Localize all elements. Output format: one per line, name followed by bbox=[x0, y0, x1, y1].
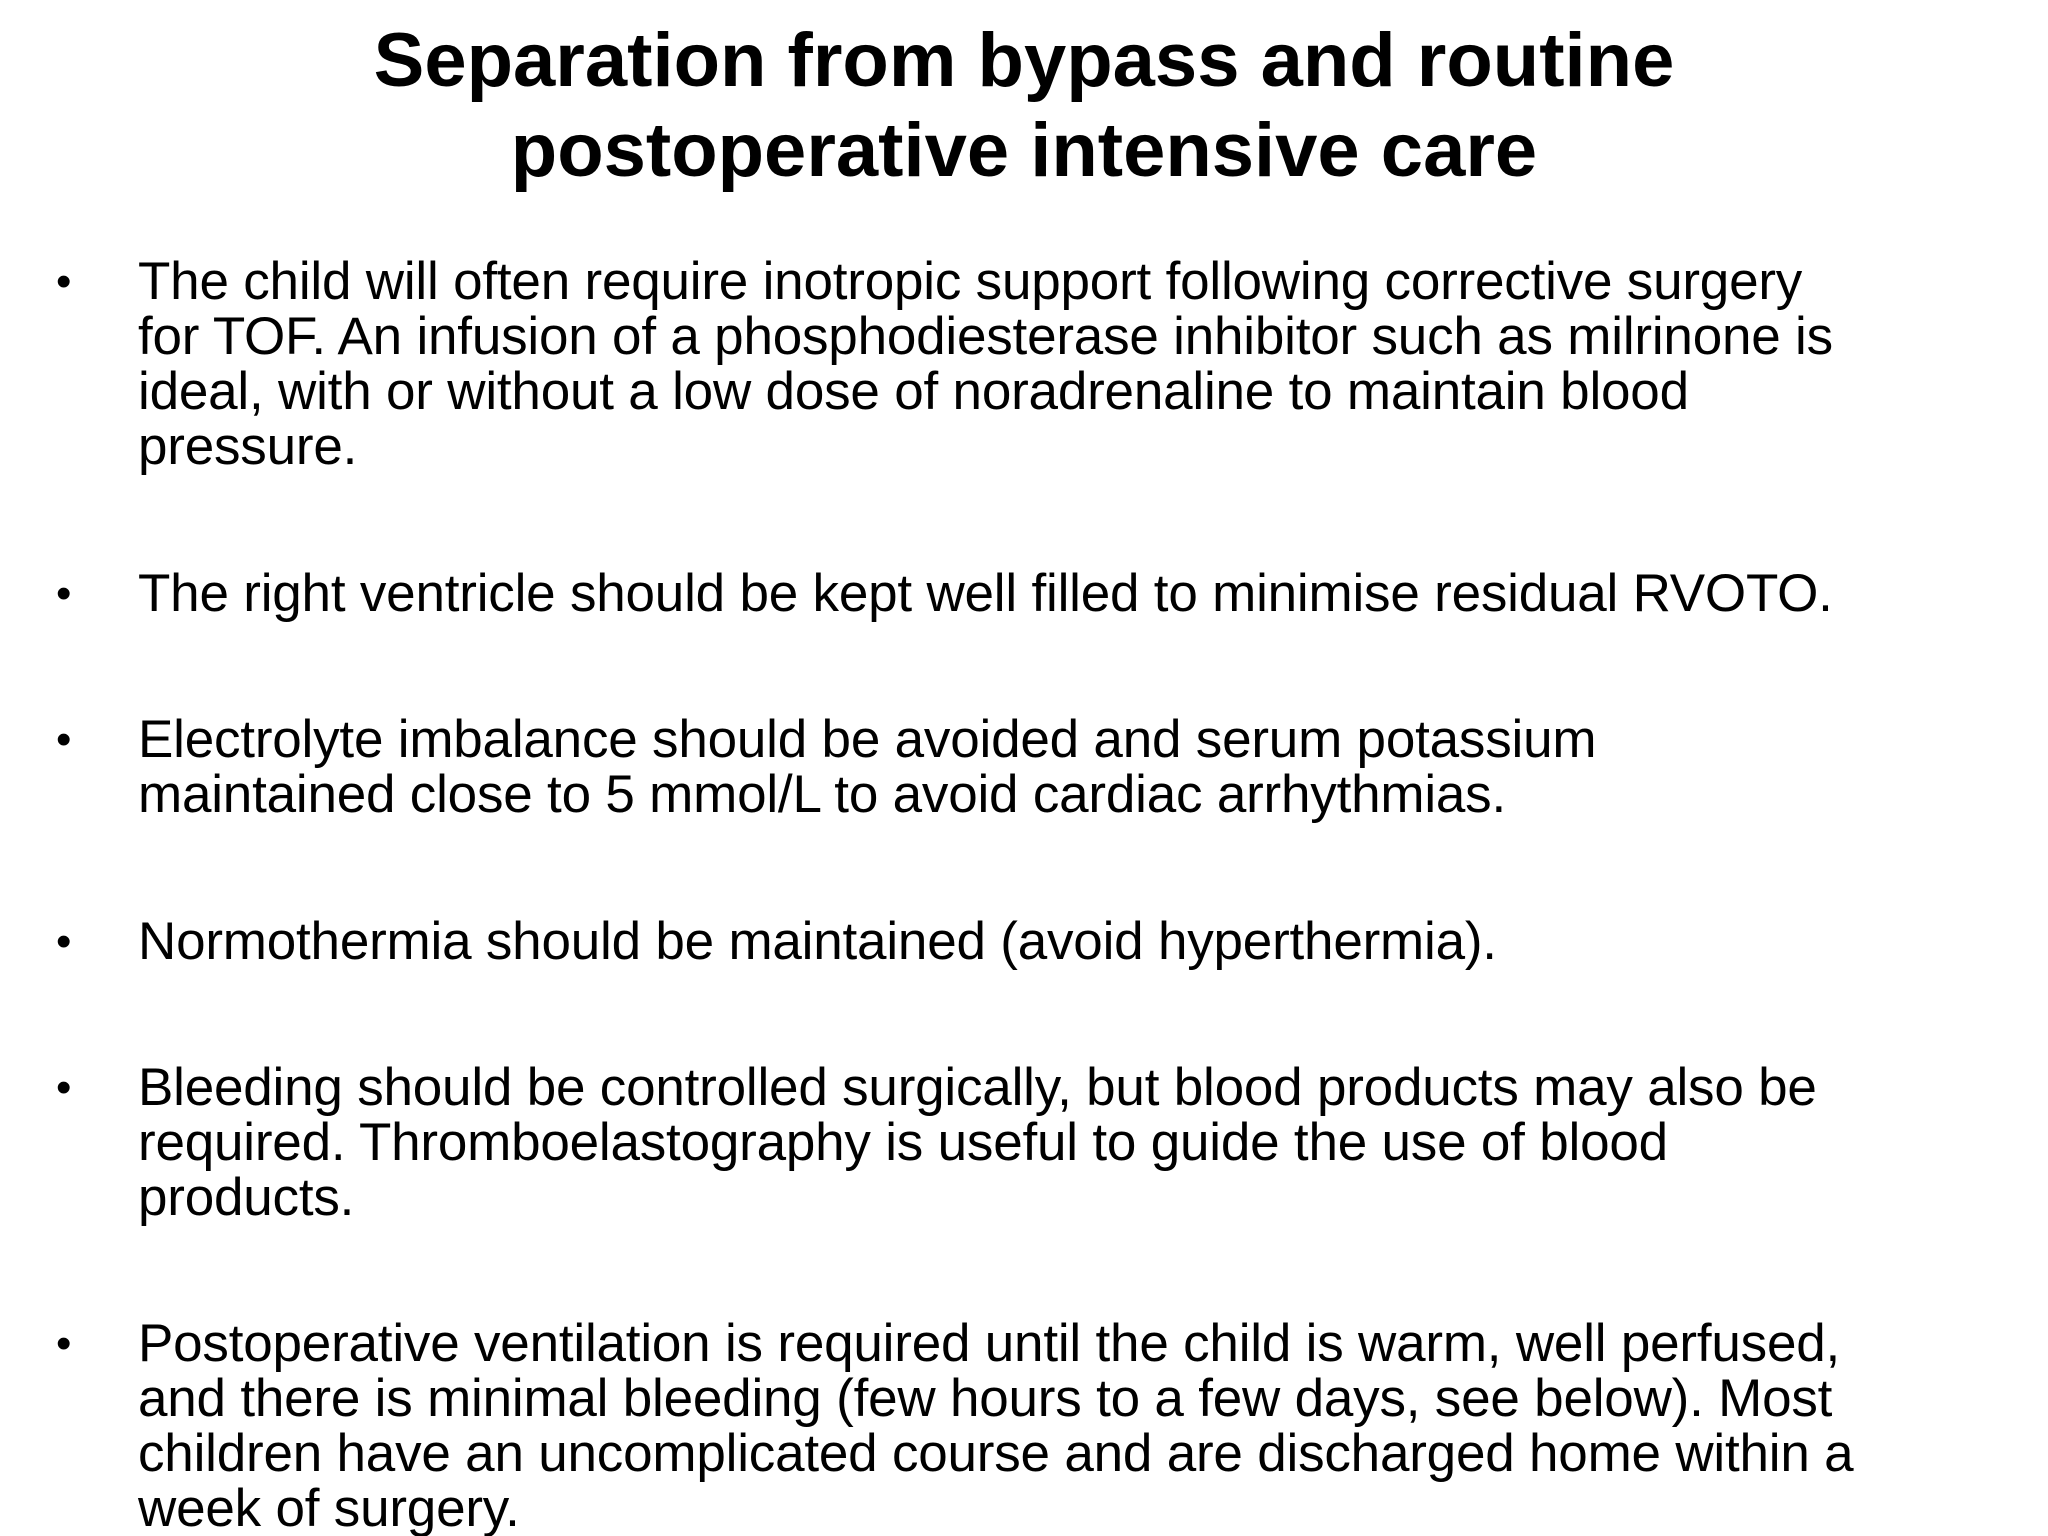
bullet-line: products. bbox=[138, 1168, 355, 1227]
bullet-line: The right ventricle should be kept well filled to minimise residual RVOTO. bbox=[138, 564, 1833, 623]
bullet-text bbox=[138, 566, 2018, 621]
bullet-marker: • bbox=[56, 917, 72, 966]
bullet-marker: • bbox=[56, 715, 72, 764]
title-line: Separation from bypass and routine bbox=[373, 18, 1675, 103]
bullet-marker: • bbox=[56, 1319, 72, 1368]
bullet-marker: • bbox=[56, 569, 72, 618]
bullet-text bbox=[138, 1060, 2018, 1225]
bullet-marker: • bbox=[56, 257, 72, 306]
bullet-marker: • bbox=[56, 1063, 72, 1112]
bullet-line: week of surgery. bbox=[138, 1479, 520, 1536]
bullet-line: Postoperative ventilation is required until the child is warm, well perfused, bbox=[138, 1314, 1841, 1373]
bullet-line: The child will often require inotropic support following corrective surgery bbox=[138, 252, 1803, 311]
bullet-text bbox=[138, 914, 2018, 969]
bullet-text bbox=[138, 1316, 2018, 1536]
bullet-line: required. Thromboelastography is useful to guide the use of blood bbox=[138, 1113, 1668, 1172]
bullet-line: ideal, with or without a low dose of noradrenaline to maintain blood bbox=[138, 362, 1689, 421]
title-line: postoperative intensive care bbox=[510, 108, 1538, 193]
bullet-line: and there is minimal bleeding (few hours to a few days, see below). Most bbox=[138, 1369, 1833, 1428]
bullet-line: children have an uncomplicated course and are discharged home within a bbox=[138, 1424, 1854, 1483]
bullet-text bbox=[138, 254, 2018, 474]
bullet-line: for TOF. An infusion of a phosphodiesterase inhibitor such as milrinone is bbox=[138, 307, 1833, 366]
bullet-line: pressure. bbox=[138, 417, 358, 476]
bullet-text bbox=[138, 712, 2018, 822]
bullet-line: maintained close to 5 mmol/L to avoid cardiac arrhythmias. bbox=[138, 765, 1507, 824]
bullet-line: Bleeding should be controlled surgically, but blood products may also be bbox=[138, 1058, 1817, 1117]
bullet-line: Normothermia should be maintained (avoid hyperthermia). bbox=[138, 912, 1497, 971]
bullet-line: Electrolyte imbalance should be avoided and serum potassium bbox=[138, 710, 1597, 769]
